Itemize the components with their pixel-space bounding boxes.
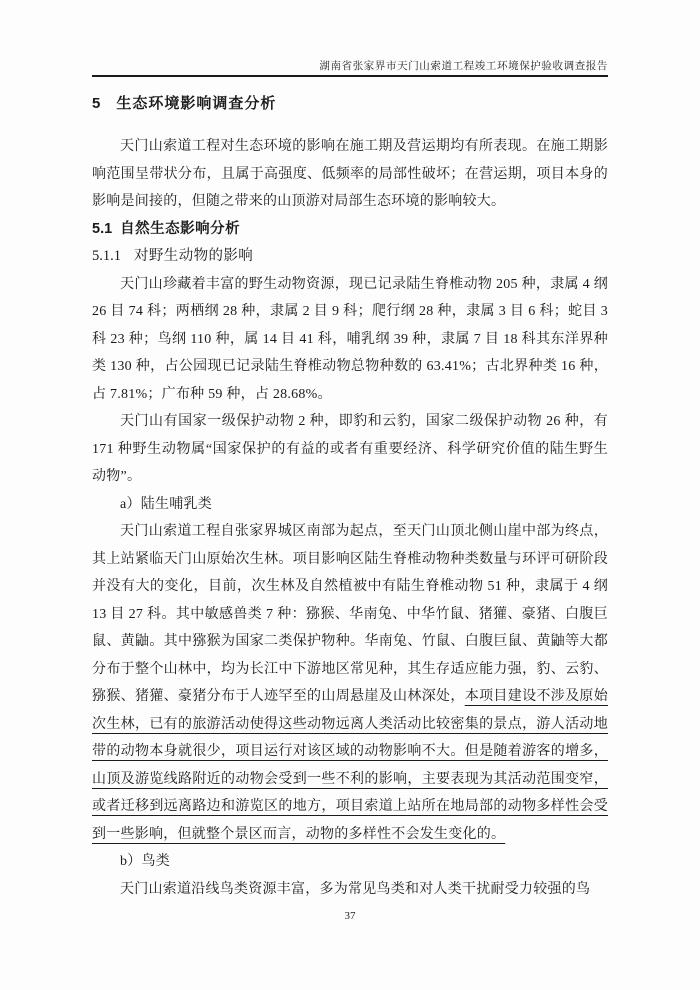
para-birds <box>92 876 608 904</box>
page-number: 37 <box>344 910 356 922</box>
item-a-terrestrial-mammals-label <box>92 491 608 519</box>
para-protected-animals <box>92 408 608 491</box>
heading-number: 5.1 <box>92 220 113 237</box>
heading-number: 5 <box>92 95 101 112</box>
text-segment: 天门山索道沿线鸟类资源丰富，多为常见鸟类和对人类干扰耐受力较强的鸟 <box>120 881 591 897</box>
text-segment: a）陆生哺乳类 <box>120 496 212 512</box>
running-head: 湖南省张家界市天门山索道工程竣工环境保护验收调查报告 <box>319 61 608 72</box>
para-overview <box>92 133 608 216</box>
section-5-heading <box>92 93 608 115</box>
heading-text: 自然生态影响分析 <box>120 220 241 237</box>
para-wildlife-resources <box>92 271 608 409</box>
item-b-birds-label <box>92 848 608 876</box>
text-segment: 天门山有国家一级保护动物 2 种，即豹和云豹，国家二级保护动物 26 种，有 171 种野生动物属“国家保护的有益的或者有重要经济、科学研究价值的陆生野生动物”。 <box>92 414 608 484</box>
text-segment: b）鸟类 <box>120 854 170 869</box>
section-5-1-heading <box>92 216 608 244</box>
underlined-text-segment: 本项目建设不涉及原始次生林，已有的旅游活动使得这些动物远离人类活动比较密集的景点，游人活动地带的动物本身就很少，项目运行对该区域的动物影响不大。但是随着游客的增多，山顶及游览线路附近的动物会受到一些不利的影响，主要表现为其活动范围变窄，或者迁移到远离路边和游览区的地方，项目索道上站所在地局部的动物多样性会受到一些影响，但就整个景区而言，动物的多样性不会发生变化的。 <box>92 689 609 842</box>
para-terrestrial-mammals <box>92 518 608 848</box>
document-body <box>92 93 608 903</box>
page-footer <box>0 910 700 922</box>
text-segment: 天门山珍藏着丰富的野生动物资源，现已记录陆生脊椎动物 205 种，隶属 4 纲 26 目 74 科；两栖纲 28 种，隶属 2 目 9 科；爬行纲 28 种，隶属 3 目 6 科；蛇目 3 科 23 种；鸟纲 110 种，属 14 目 41 科，哺乳纲 39 种，隶属 7 目 18 科其东洋界种类 130 种，占公园现已记录陆生脊椎动物总物种数的 63.41%；古北界种类 16 种，占 7.81%；广布种 59 种，占 28.68%。 <box>92 276 608 402</box>
text-segment: 天门山索道工程自张家界城区南部为起点，至天门山顶北侧山崖中部为终点，其上站紧临天门山原始次生林。项目影响区陆生脊椎动物种类数量与环评可研阶段并没有大的变化，目前，次生林及自然植被中有陆生脊椎动物 51 种，隶属于 4 纲 13 目 27 科。其中敏感兽类 7 种：猕猴、华南兔、中华竹鼠、猪獾、豪猪、白腹巨鼠、黄鼬。其中猕猴为国家二类保护物种。华南兔、竹鼠、白腹巨鼠、黄鼬等大都分布于整个山林中，均为长江中下游地区常见种，其生存适应能力强，豹、云豹、猕猴、猪獾、豪猪分布于人迹罕至的山周悬崖及山林深处， <box>92 524 608 704</box>
heading-text: 生态环境影响调查分析 <box>116 95 277 112</box>
text-segment: 天门山索道工程对生态环境的影响在施工期及营运期均有所表现。在施工期影响范围呈带状分布，且属于高强度、低频率的局部性破坏；在营运期，项目本身的影响是间接的，但随之带来的山顶游对局部生态环境的影响较大。 <box>92 139 608 209</box>
heading-text: 对野生动物的影响 <box>134 248 254 264</box>
heading-number: 5.1.1 <box>92 248 121 264</box>
section-5-1-1-heading <box>92 243 608 271</box>
page-header-rule <box>92 60 608 77</box>
